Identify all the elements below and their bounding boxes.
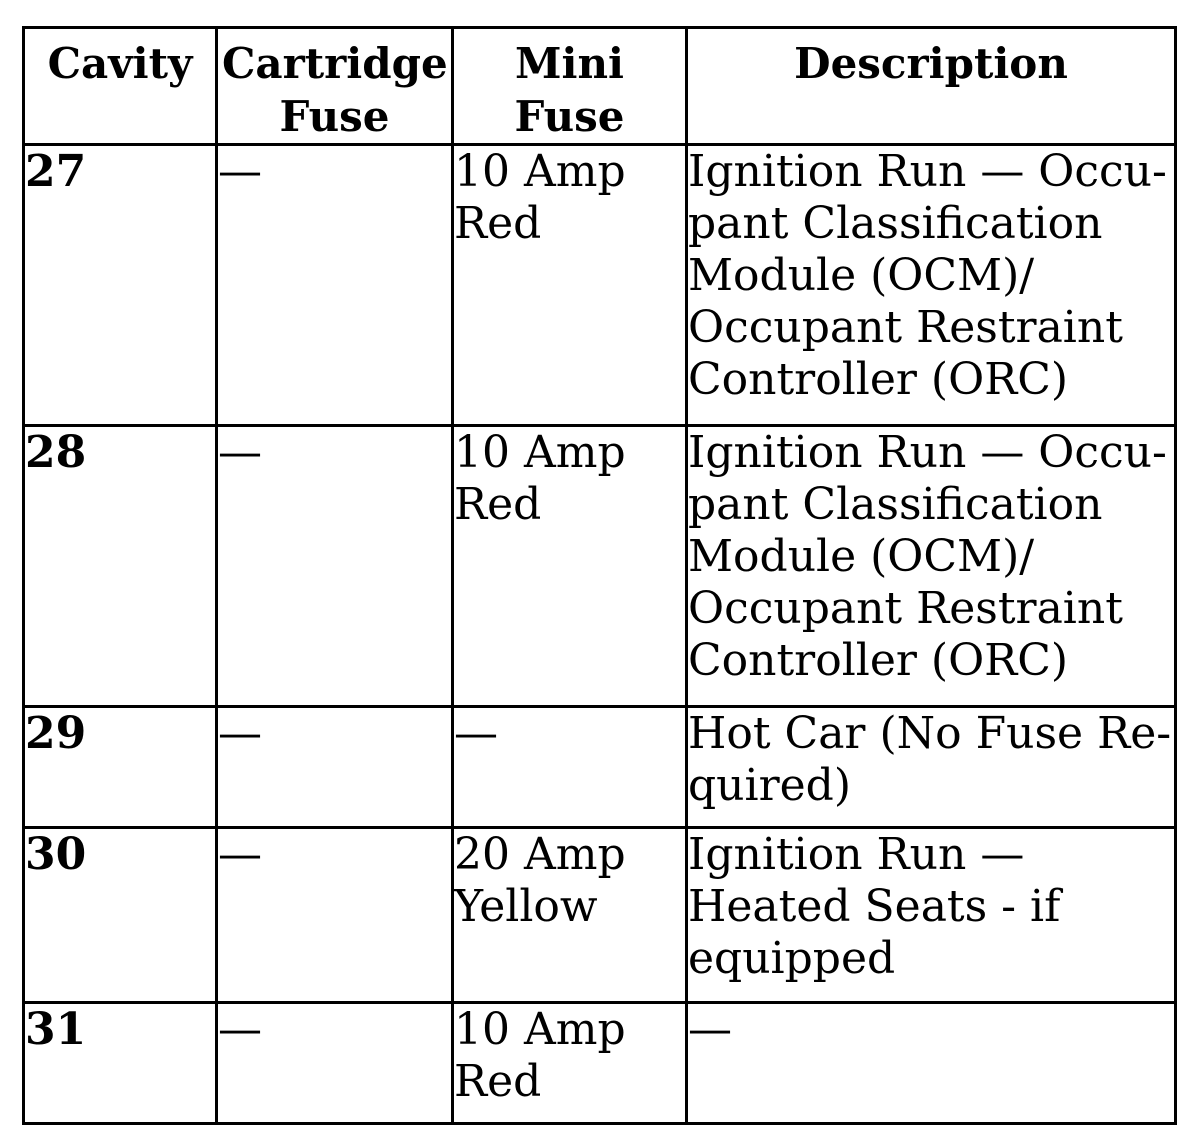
cartridge-fuse-cell: — (217, 828, 453, 1003)
mini-fuse-line: Red (454, 198, 542, 249)
header-cavity (24, 28, 217, 145)
description-line: Hot Car (No Fuse Re- (688, 708, 1172, 759)
mini-fuse-line: 10 Amp (454, 146, 626, 197)
cavity-cell: 29 (24, 707, 217, 828)
description-line: Controller (ORC) (688, 635, 1069, 686)
table-row (24, 1003, 1176, 1124)
description-cell (687, 828, 1176, 1003)
mini-fuse-cell (453, 707, 687, 828)
header-mini-fuse (453, 28, 687, 145)
cavity-cell: 30 (24, 828, 217, 1003)
cartridge-fuse-cell: — (217, 1003, 453, 1124)
table-row (24, 828, 1176, 1003)
mini-fuse-cell (453, 145, 687, 426)
description-line: Module (OCM)/ (688, 250, 1035, 301)
fuse-table (22, 26, 1177, 1125)
cartridge-fuse-cell: — (217, 145, 453, 426)
header-cartridge-fuse-line: Fuse (279, 92, 390, 141)
header-mini-fuse-line: Fuse (514, 92, 625, 141)
header-row (24, 28, 1176, 145)
cavity-cell: 27 (24, 145, 217, 426)
description-line: Occupant Restraint (688, 302, 1123, 353)
description-line: Ignition Run — (688, 829, 1025, 880)
mini-fuse-line: Red (454, 479, 542, 530)
description-cell (687, 145, 1176, 426)
mini-fuse-line: Yellow (454, 881, 598, 932)
header-mini-fuse-line: Mini (515, 39, 624, 88)
cavity-cell: 31 (24, 1003, 217, 1124)
description-line: Ignition Run — Occu- (688, 146, 1167, 197)
header-cartridge-fuse-line: Cartridge (222, 39, 448, 88)
mini-fuse-line: 10 Amp (454, 1004, 626, 1055)
mini-fuse-cell (453, 426, 687, 707)
description-cell (687, 1003, 1176, 1124)
table-row (24, 145, 1176, 426)
header-description (687, 28, 1176, 145)
description-cell (687, 707, 1176, 828)
mini-fuse-cell (453, 828, 687, 1003)
cartridge-fuse-cell: — (217, 707, 453, 828)
description-line: — (688, 1004, 732, 1055)
header-cartridge-fuse (217, 28, 453, 145)
description-line: equipped (688, 933, 896, 984)
description-line: Occupant Restraint (688, 583, 1123, 634)
table-row (24, 426, 1176, 707)
header-description-line: Description (794, 39, 1068, 88)
description-line: Ignition Run — Occu- (688, 427, 1167, 478)
mini-fuse-line: 10 Amp (454, 427, 626, 478)
description-line: pant Classification (688, 479, 1103, 530)
mini-fuse-line: — (454, 708, 498, 759)
cavity-cell: 28 (24, 426, 217, 707)
mini-fuse-line: Red (454, 1056, 542, 1107)
description-line: Heated Seats - if (688, 881, 1061, 932)
description-line: quired) (688, 760, 851, 811)
description-line: Controller (ORC) (688, 354, 1069, 405)
description-line: pant Classification (688, 198, 1103, 249)
mini-fuse-line: 20 Amp (454, 829, 626, 880)
description-cell (687, 426, 1176, 707)
mini-fuse-cell (453, 1003, 687, 1124)
cartridge-fuse-cell: — (217, 426, 453, 707)
description-line: Module (OCM)/ (688, 531, 1035, 582)
table-row (24, 707, 1176, 828)
header-cavity-line: Cavity (47, 39, 193, 88)
